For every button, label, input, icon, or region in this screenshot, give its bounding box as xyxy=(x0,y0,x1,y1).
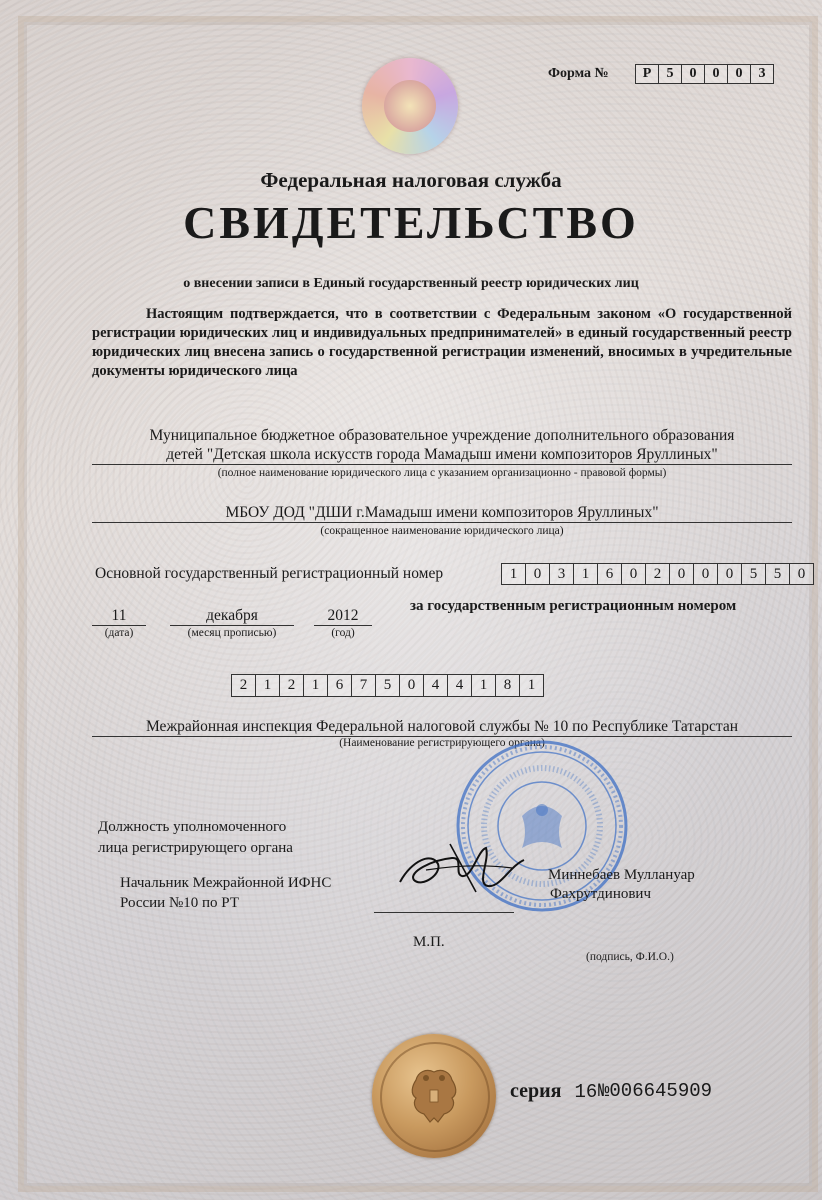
form-number-label: Форма № xyxy=(548,66,609,81)
series-word: серия xyxy=(510,1080,562,1102)
ogrn-digit-box: 0 xyxy=(669,563,694,585)
form-number-boxes xyxy=(636,64,774,84)
grn-digit-box: 1 xyxy=(519,674,544,697)
position-label xyxy=(98,817,293,859)
full-name-caption: (полное наименование юридического лица с указанием организационно - правовой формы) xyxy=(217,467,667,479)
grn-digit-box: 4 xyxy=(423,674,448,697)
ogrn-digit-box: 0 xyxy=(525,563,550,585)
gold-seal-icon xyxy=(372,1034,496,1158)
form-char-box: 5 xyxy=(658,64,682,84)
double-headed-eagle-icon xyxy=(406,1064,462,1126)
form-char-box: 0 xyxy=(704,64,728,84)
series-value: 16 xyxy=(574,1081,598,1103)
handwritten-signature-icon xyxy=(392,830,532,900)
short-name-field: МБОУ ДОД "ДШИ г.Мамадыш имени композиторов Яруллиных" xyxy=(92,503,792,523)
ogrn-boxes xyxy=(502,563,814,585)
signer-name xyxy=(548,866,695,904)
ogrn-digit-box: 5 xyxy=(741,563,766,585)
full-name-line-2: детей "Детская школа искусств города Мамадыш имени композиторов Яруллиных" xyxy=(166,446,718,463)
form-char-box: 0 xyxy=(727,64,751,84)
ogrn-label: Основной государственный регистрационный номер xyxy=(95,565,444,582)
position-value-line-2: России №10 по РТ xyxy=(120,895,239,911)
grn-digit-box: 5 xyxy=(375,674,400,697)
full-name-field xyxy=(92,426,792,465)
grn-boxes xyxy=(232,674,544,697)
position-value-line-1: Начальник Межрайонной ИФНС xyxy=(120,875,332,891)
seal-place-label: М.П. xyxy=(413,934,445,950)
grn-digit-box: 2 xyxy=(231,674,256,697)
full-name-line-1: Муниципальное бюджетное образовательное учреждение дополнительного образования xyxy=(149,427,735,444)
signer-name-line-1: Миннебаев Муллануар xyxy=(548,867,695,883)
grn-digit-box: 6 xyxy=(327,674,352,697)
grn-digit-box: 8 xyxy=(495,674,520,697)
grn-label: за государственным регистрационным номером xyxy=(410,598,737,614)
certificate-title: СВИДЕТЕЛЬСТВО xyxy=(183,197,639,248)
ogrn-digit-box: 1 xyxy=(501,563,526,585)
grn-digit-box: 1 xyxy=(303,674,328,697)
ogrn-digit-box: 6 xyxy=(597,563,622,585)
registering-authority-caption: (Наименование регистрирующего органа) xyxy=(339,737,545,749)
ogrn-digit-box: 0 xyxy=(717,563,742,585)
registering-authority-field: Межрайонная инспекция Федеральной налоговой службы № 10 по Республике Татарстан xyxy=(92,717,792,737)
hologram-emblem xyxy=(362,58,458,154)
date-month-field: декабря xyxy=(170,606,294,626)
date-day-field: 11 xyxy=(92,606,146,626)
series-label xyxy=(510,1080,597,1103)
certificate-subtitle: о внесении записи в Единый государственный реестр юридических лиц xyxy=(183,276,639,291)
ogrn-digit-box: 3 xyxy=(549,563,574,585)
ogrn-digit-box: 2 xyxy=(645,563,670,585)
signature-line xyxy=(374,912,514,913)
short-name-caption: (сокращенное наименование юридического лица) xyxy=(320,525,564,537)
form-char-box: 3 xyxy=(750,64,774,84)
position-label-line-2: лица регистрирующего органа xyxy=(98,840,293,856)
position-value xyxy=(120,873,331,913)
signature-caption: (подпись, Ф.И.О.) xyxy=(586,951,674,963)
ogrn-digit-box: 5 xyxy=(765,563,790,585)
form-char-box: 0 xyxy=(681,64,705,84)
certification-statement: Настоящим подтверждается, что в соответствии с Федеральным законом «О государственной регистрации юридических лиц и индивидуальных предпринимателей» в единый государственный реестр юридических лиц внесена запись о государственной регистрации изменений, вносимых в учредительные документы юридического лица xyxy=(92,306,792,379)
ogrn-digit-box: 0 xyxy=(693,563,718,585)
grn-digit-box: 1 xyxy=(471,674,496,697)
date-year-field: 2012 xyxy=(314,606,372,626)
ogrn-digit-box: 0 xyxy=(621,563,646,585)
date-year-caption: (год) xyxy=(331,627,355,639)
position-label-line-1: Должность уполномоченного xyxy=(98,819,287,835)
ogrn-digit-box: 0 xyxy=(789,563,814,585)
grn-digit-box: 0 xyxy=(399,674,424,697)
date-month-caption: (месяц прописью) xyxy=(187,627,277,639)
form-char-box: Р xyxy=(635,64,659,84)
grn-digit-box: 7 xyxy=(351,674,376,697)
grn-digit-box: 2 xyxy=(279,674,304,697)
ogrn-digit-box: 1 xyxy=(573,563,598,585)
grn-digit-box: 4 xyxy=(447,674,472,697)
grn-digit-box: 1 xyxy=(255,674,280,697)
date-day-caption: (дата) xyxy=(104,627,134,639)
coat-of-arms-icon xyxy=(384,80,436,132)
document-number: №006645909 xyxy=(598,1080,713,1102)
issuer-heading: Федеральная налоговая служба xyxy=(260,168,562,192)
signer-name-line-2: Фахрутдинович xyxy=(550,886,652,902)
